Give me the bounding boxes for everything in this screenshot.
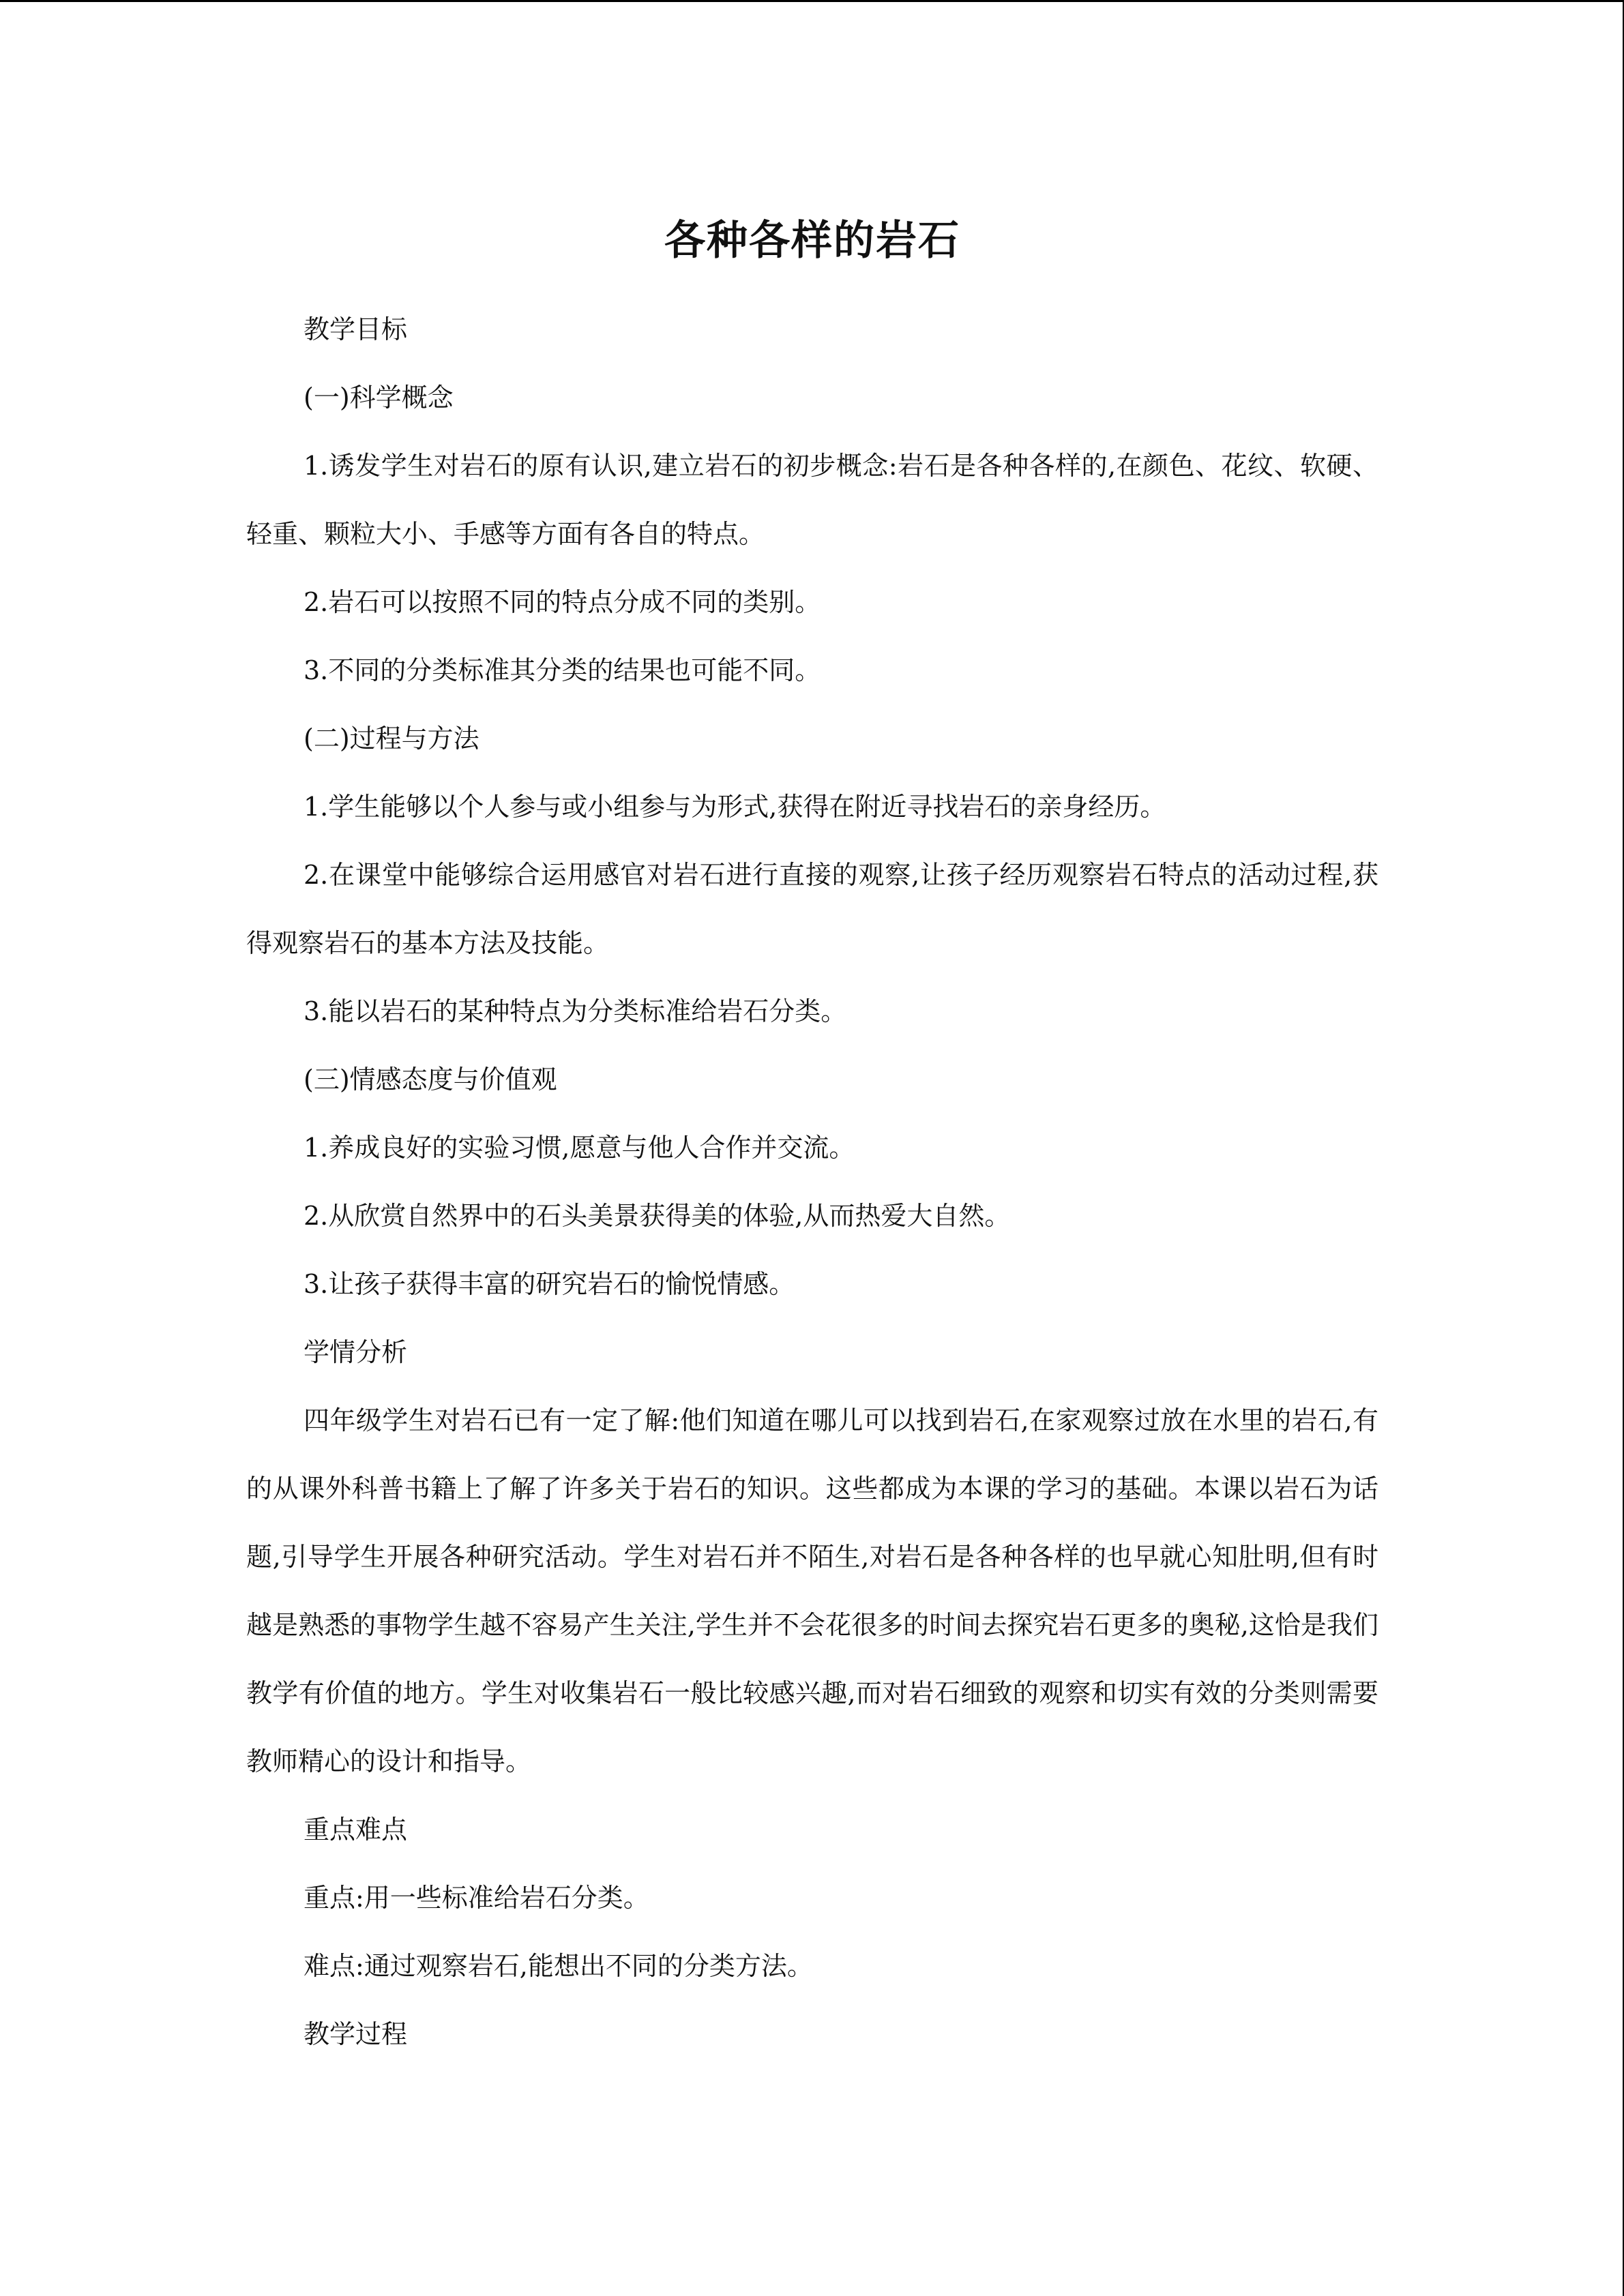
paragraph: 1.学生能够以个人参与或小组参与为形式,获得在附近寻找岩石的亲身经历。	[304, 792, 1166, 822]
paragraph: 难点:通过观察岩石,能想出不同的分类方法。	[304, 1951, 813, 1981]
paragraph: 1.养成良好的实验习惯,愿意与他人合作并交流。	[304, 1133, 855, 1163]
paragraph: 重点:用一些标准给岩石分类。	[304, 1883, 649, 1913]
document-body	[246, 207, 1378, 2068]
subheading-process-method: (二)过程与方法	[304, 724, 479, 754]
paragraph: 2.在课堂中能够综合运用感官对岩石进行直接的观察,让孩子经历观察岩石特点的活动过程,获得观察岩石的基本方法及技能。	[246, 860, 1378, 958]
subheading-emotion-values: (三)情感态度与价值观	[304, 1064, 557, 1094]
subheading-science-concept: (一)科学概念	[304, 383, 454, 413]
paragraph: 四年级学生对岩石已有一定了解:他们知道在哪儿可以找到岩石,在家观察过放在水里的岩石,有的从课外科普书籍上了解了许多关于岩石的知识。这些都成为本课的学习的基础。本课以岩石为话题,引导学生开展各种研究活动。学生对岩石并不陌生,对岩石是各种各样的也早就心知肚明,但有时越是熟悉的事物学生越不容易产生关注,学生并不会花很多的时间去探究岩石更多的奥秘,这恰是我们教学有价值的地方。学生对收集岩石一般比较感兴趣,而对岩石细致的观察和切实有效的分类则需要教师精心的设计和指导。	[246, 1405, 1378, 1776]
heading-teaching-goals: 教学目标	[304, 314, 408, 344]
heading-key-difficulties: 重点难点	[304, 1815, 408, 1845]
document-title: 各种各样的岩石	[664, 217, 960, 265]
paragraph: 3.让孩子获得丰富的研究岩石的愉悦情感。	[304, 1269, 795, 1299]
paragraph: 2.从欣赏自然界中的石头美景获得美的体验,从而热爱大自然。	[304, 1201, 1011, 1231]
paragraph: 3.不同的分类标准其分类的结果也可能不同。	[304, 655, 821, 685]
heading-student-analysis: 学情分析	[304, 1337, 408, 1367]
paragraph: 2.岩石可以按照不同的特点分成不同的类别。	[304, 587, 821, 617]
paragraph: 3.能以岩石的某种特点为分类标准给岩石分类。	[304, 996, 847, 1026]
heading-teaching-process: 教学过程	[304, 2019, 408, 2049]
paragraph: 1.诱发学生对岩石的原有认识,建立岩石的初步概念:岩石是各种各样的,在颜色、花纹、软硬、轻重、颗粒大小、手感等方面有各自的特点。	[246, 451, 1378, 549]
